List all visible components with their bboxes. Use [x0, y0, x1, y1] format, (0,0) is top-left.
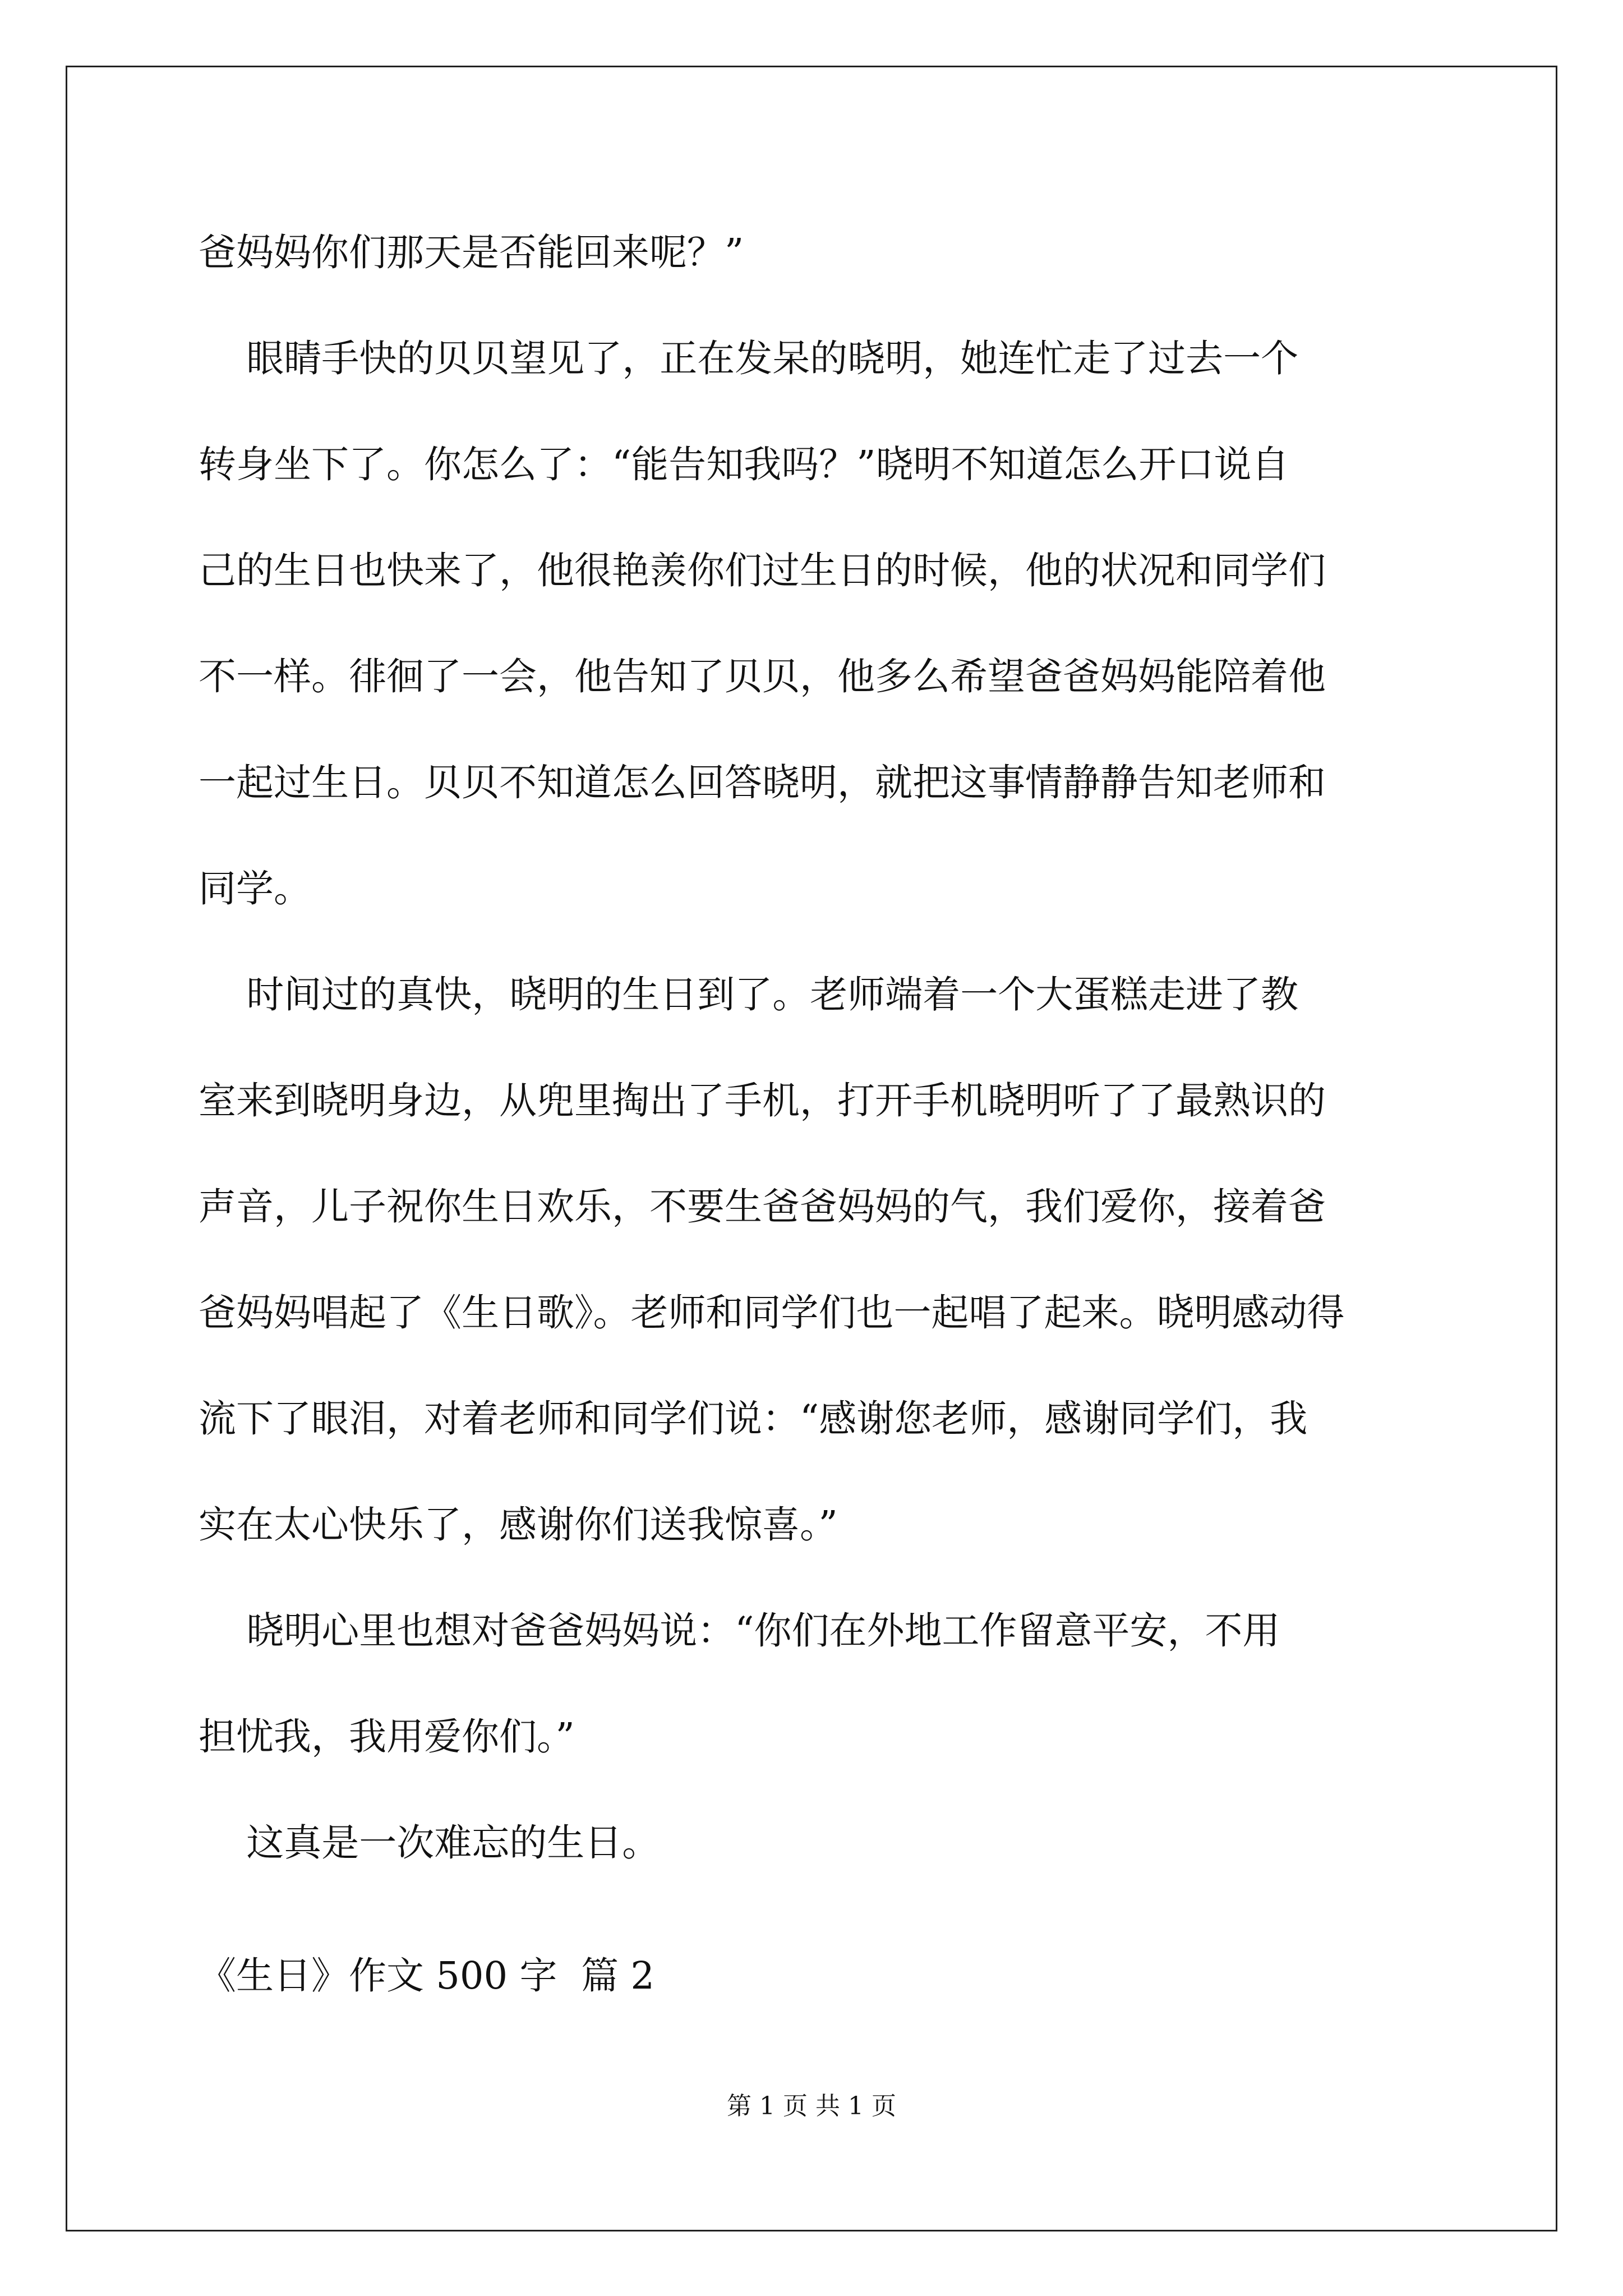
text-line: 转身坐下了。你怎么了：“能告知我吗？”晓明不知道怎么开口说自: [199, 443, 1289, 486]
text-line: 爸妈妈你们那天是否能回来呢？”: [199, 231, 744, 274]
text-line: 爸妈妈唱起了《生日歌》。老师和同学们也一起唱了起来。晓明感动得: [199, 1291, 1345, 1335]
text-line: 时间过的真快，晓明的生日到了。老师端着一个大蛋糕走进了教: [199, 973, 1299, 1016]
text-line: 己的生日也快来了，他很艳羡你们过生日的时候，他的状况和同学们: [199, 549, 1326, 592]
text-line: 眼睛手快的贝贝望见了，正在发呆的晓明，她连忙走了过去一个: [199, 337, 1299, 380]
text-line: 晓明心里也想对爸爸妈妈说：“你们在外地工作留意平安，不用: [199, 1609, 1280, 1653]
document-body: [199, 213, 1432, 1910]
section-heading: 《生日》作文 500 字 篇 2: [199, 1954, 654, 1998]
text-line: 流下了眼泪，对着老师和同学们说：“感谢您老师，感谢同学们，我: [199, 1397, 1308, 1441]
text-line: 实在太心快乐了，感谢你们送我惊喜。”: [199, 1503, 838, 1547]
text-line: 室来到晓明身边，从兜里掏出了手机，打开手机晓明听了了最熟识的: [199, 1079, 1326, 1122]
text-line: 同学。: [199, 867, 311, 910]
text-line: 担忧我，我用爱你们。”: [199, 1715, 575, 1759]
text-line: 一起过生日。贝贝不知道怎么回答晓明，就把这事情静静告知老师和: [199, 761, 1326, 804]
text-line: 声音，儿子祝你生日欢乐，不要生爸爸妈妈的气，我们爱你，接着爸: [199, 1185, 1326, 1228]
text-line: 这真是一次难忘的生日。: [199, 1821, 660, 1865]
page-footer: 第 1 页 共 1 页: [727, 2092, 896, 2120]
text-line: 不一样。徘徊了一会，他告知了贝贝，他多么希望爸爸妈妈能陪着他: [199, 655, 1326, 698]
